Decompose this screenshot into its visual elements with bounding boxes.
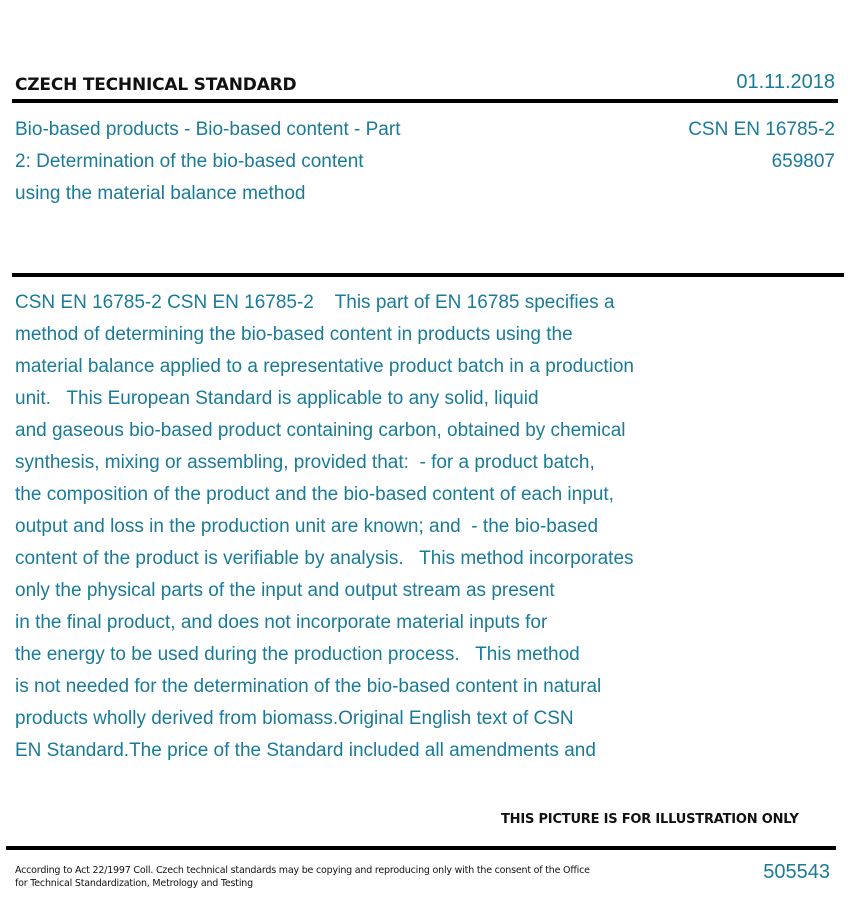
publication-date: 01.11.2018 xyxy=(736,71,835,93)
top-divider xyxy=(12,99,838,103)
title-line: using the material balance method xyxy=(15,183,306,204)
description-line: content of the product is verifiable by analysis. This method incorporates xyxy=(15,548,634,569)
illustration-disclaimer: THIS PICTURE IS FOR ILLUSTRATION ONLY xyxy=(501,812,799,827)
document-number: 505543 xyxy=(763,861,830,883)
document-type-label: CZECH TECHNICAL STANDARD xyxy=(15,75,297,95)
description-line: EN Standard.The price of the Standard included all amendments and xyxy=(15,740,596,761)
description-line: the energy to be used during the production process. This method xyxy=(15,644,580,665)
description-line: the composition of the product and the bio-based content of each input, xyxy=(15,484,614,505)
middle-divider xyxy=(12,273,844,277)
description-line: unit. This European Standard is applicable to any solid, liquid xyxy=(15,388,539,409)
copyright-line: for Technical Standardization, Metrology and Testing xyxy=(15,878,253,889)
description-line: output and loss in the production unit are known; and - the bio-based xyxy=(15,516,599,537)
bottom-divider xyxy=(6,846,836,850)
description-line: is not needed for the determination of the bio-based content in natural xyxy=(15,676,602,697)
description-line: synthesis, mixing or assembling, provided that: - for a product batch, xyxy=(15,452,595,473)
standard-description xyxy=(15,287,775,767)
standard-identifiers xyxy=(688,114,835,178)
copyright-notice xyxy=(15,864,615,890)
title-line: Bio-based products - Bio-based content - Part xyxy=(15,119,401,140)
description-line: CSN EN 16785-2 CSN EN 16785-2 This part of EN 16785 specifies a xyxy=(15,292,615,313)
description-line: material balance applied to a representative product batch in a production xyxy=(15,356,634,377)
description-line: in the final product, and does not incorporate material inputs for xyxy=(15,612,548,633)
title-line: 2: Determination of the bio-based content xyxy=(15,151,364,172)
description-line: only the physical parts of the input and output stream as present xyxy=(15,580,555,601)
copyright-line: According to Act 22/1997 Coll. Czech technical standards may be copying and reproducing only with the consent of the Office xyxy=(15,865,590,876)
standard-code: CSN EN 16785-2 xyxy=(688,119,835,140)
description-line: method of determining the bio-based content in products using the xyxy=(15,324,573,345)
description-line: products wholly derived from biomass.Original English text of CSN xyxy=(15,708,574,729)
description-line: and gaseous bio-based product containing carbon, obtained by chemical xyxy=(15,420,626,441)
catalog-number: 659807 xyxy=(771,151,835,172)
standard-title xyxy=(15,114,475,210)
